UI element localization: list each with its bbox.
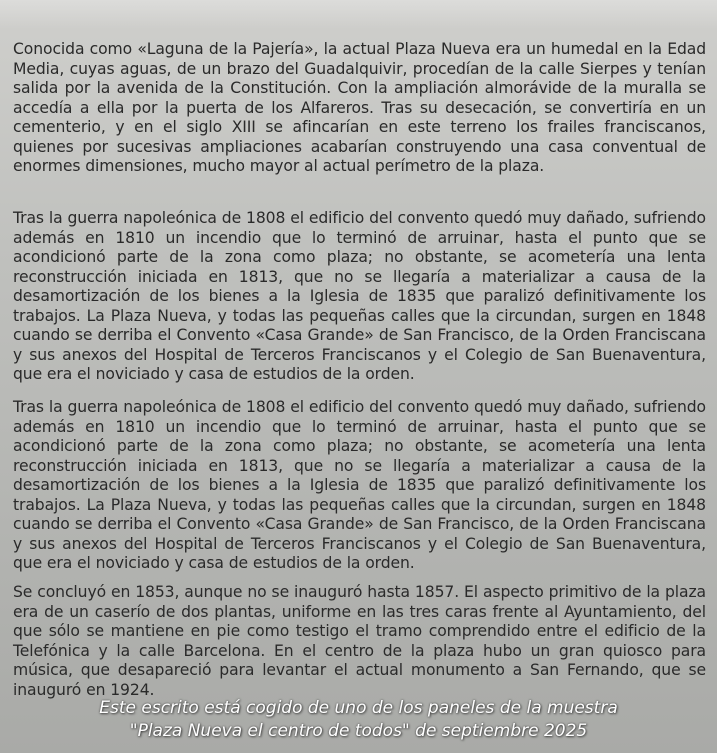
paragraph-laguna-history: Conocida como «Laguna de la Pajería», la actual Plaza Nueva era un humedal en la Edad Media, cuyas aguas, de un brazo del Guadalquivir, procedían de la calle Sierpes y tenían salida por la avenida de la Constitución. Con la ampliación almorávide de la muralla se accedía a ella por la puerta de los Alfareros. Tras su desecación, se convertiría en un cementerio, y en el siglo XIII se afincarían en este terreno los frailes franciscanos, quienes por sucesivas ampliaciones acabarían construyendo una casa conventual de enormes dimensiones, mucho mayor al actual perímetro de la plaza.	[13, 40, 706, 175]
caption-line-2: "Plaza Nueva el centro de todos" de septiembre 2025	[129, 721, 588, 741]
paragraph-inauguration: Se concluyó en 1853, aunque no se inauguró hasta 1857. El aspecto primitivo de la plaza era de un caserío de dos plantas, uniforme en las tres caras frente al Ayuntamiento, del que sólo se mantiene en pie como testigo el tramo comprendido entre el edificio de la Telefónica y la calle Barcelona. En el centro de la plaza hubo un gran quiosco para música, que desapareció para levantar el actual monumento a San Fernando, que se inauguró en 1924.	[13, 583, 706, 699]
paragraph-napoleonic-war-repeat: Tras la guerra napoleónica de 1808 el edificio del convento quedó muy dañado, sufriendo además en 1810 un incendio que lo terminó de arruinar, hasta el punto que se acondicionó parte de la zona como plaza; no obstante, se acometería una lenta reconstrucción iniciada en 1813, que no se llegaría a materializar a causa de la desamortización de los bienes a la Iglesia de 1835 que paralizó definitivamente los trabajos. La Plaza Nueva, y todas las pequeñas calles que la circundan, surgen en 1848 cuando se derriba el Convento «Casa Grande» de San Francisco, de la Orden Franciscana y sus anexos del Hospital de Terceros Franciscanos y el Colegio de San Buenaventura, que era el noviciado y casa de estudios de la orden.	[13, 398, 706, 572]
paragraph-napoleonic-war: Tras la guerra napoleónica de 1808 el edificio del convento quedó muy dañado, sufriendo además en 1810 un incendio que lo terminó de arruinar, hasta el punto que se acondicionó parte de la zona como plaza; no obstante, se acometería una lenta reconstrucción iniciada en 1813, que no se llegaría a materializar a causa de la desamortización de los bienes a la Iglesia de 1835 que paralizó definitivamente los trabajos. La Plaza Nueva, y todas las pequeñas calles que la circundan, surgen en 1848 cuando se derriba el Convento «Casa Grande» de San Francisco, de la Orden Franciscana y sus anexos del Hospital de Terceros Franciscanos y el Colegio de San Buenaventura, que era el noviciado y casa de estudios de la orden.	[13, 209, 706, 383]
caption-line-1: Este escrito está cogido de uno de los paneles de la muestra	[99, 698, 618, 718]
